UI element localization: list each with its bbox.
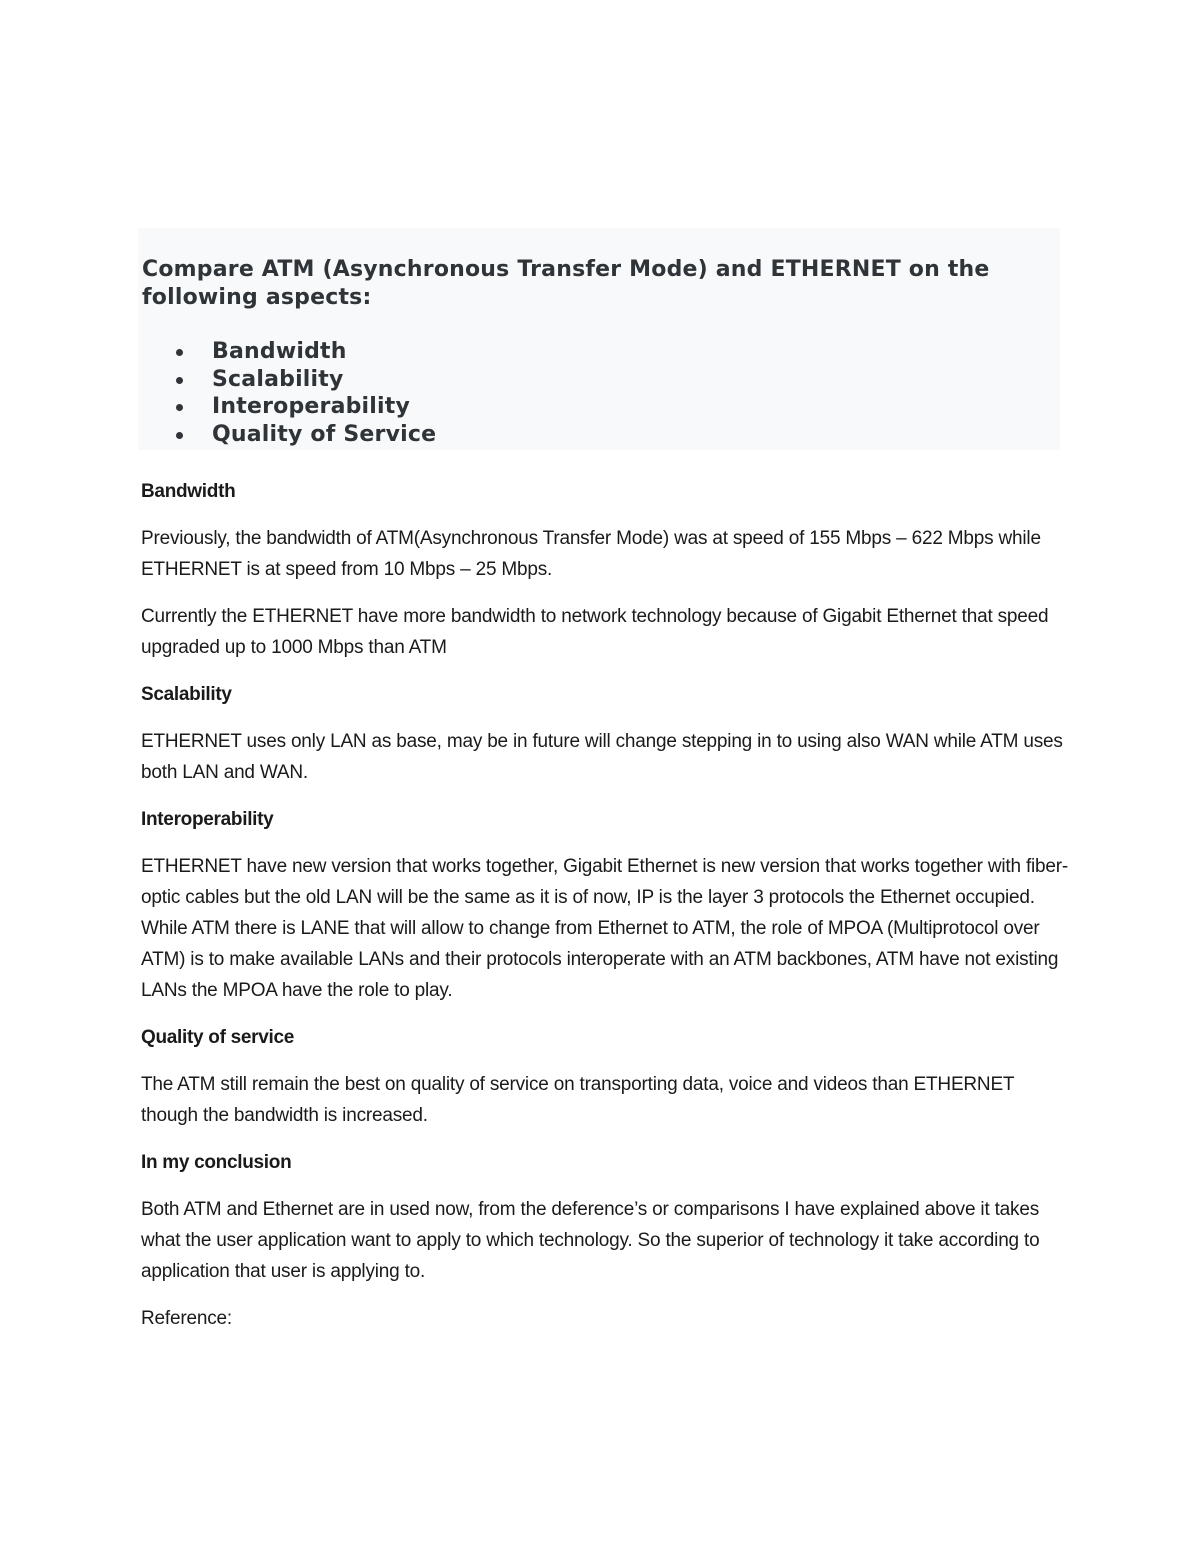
bullet-icon: [176, 349, 183, 356]
aspect-label: Quality of Service: [212, 421, 437, 447]
question-title: Compare ATM (Asynchronous Transfer Mode) and ETHERNET on the following aspects:: [142, 257, 990, 310]
section-heading-conclusion: In my conclusion: [141, 1152, 292, 1173]
list-item: [138, 366, 436, 394]
bandwidth-paragraph-2: Currently the ETHERNET have more bandwidth to network technology because of Gigabit Ethernet that speed upgraded up to 1000 Mbps than ATM: [141, 606, 1049, 658]
aspect-label: Scalability: [212, 366, 344, 392]
section-heading-scalability: Scalability: [141, 684, 232, 705]
bullet-icon: [176, 377, 183, 384]
reference-label: Reference:: [141, 1308, 232, 1329]
section-heading-quality: Quality of service: [141, 1027, 295, 1048]
aspect-label: Interoperability: [212, 394, 411, 419]
question-box: [138, 228, 1060, 450]
interoperability-paragraph: ETHERNET have new version that works together, Gigabit Ethernet is new version that works together with fiber- optic cables but the old LAN will be the same as it is of now, IP is the layer 3 protocols the Ethernet occupied. While ATM there is LANE that will allow to change from Ethernet to ATM, the role of MPOA (Multiprotocol over ATM) is to make available LANs and their protocols interoperate with an ATM backbones, ATM have not existing LANs the MPOA have the role to play.: [141, 856, 1069, 1001]
conclusion-paragraph: Both ATM and Ethernet are in used now, from the deference’s or comparisons I have explained above it takes what the user application want to apply to which technology. So the superior of technology it take according to application that user is applying to.: [141, 1199, 1040, 1282]
aspect-list: [138, 338, 436, 448]
scalability-paragraph: ETHERNET uses only LAN as base, may be in future will change stepping in to using also WAN while ATM uses both LAN and WAN.: [141, 731, 1063, 783]
list-item: [138, 421, 436, 449]
bandwidth-paragraph-1: Previously, the bandwidth of ATM(Asynchronous Transfer Mode) was at speed of 155 Mbps – 622 Mbps while ETHERNET is at speed from 10 Mbps – 25 Mbps.: [141, 528, 1041, 580]
bullet-icon: [176, 404, 183, 411]
list-item: [138, 393, 436, 421]
document-body: [141, 476, 1071, 1334]
section-heading-bandwidth: Bandwidth: [141, 481, 236, 502]
quality-paragraph: The ATM still remain the best on quality of service on transporting data, voice and videos than ETHERNET though the bandwidth is increased.: [141, 1074, 1014, 1126]
section-heading-interoperability: Interoperability: [141, 809, 274, 830]
bullet-icon: [176, 432, 183, 439]
list-item: [138, 338, 436, 366]
aspect-label: Bandwidth: [212, 339, 347, 364]
